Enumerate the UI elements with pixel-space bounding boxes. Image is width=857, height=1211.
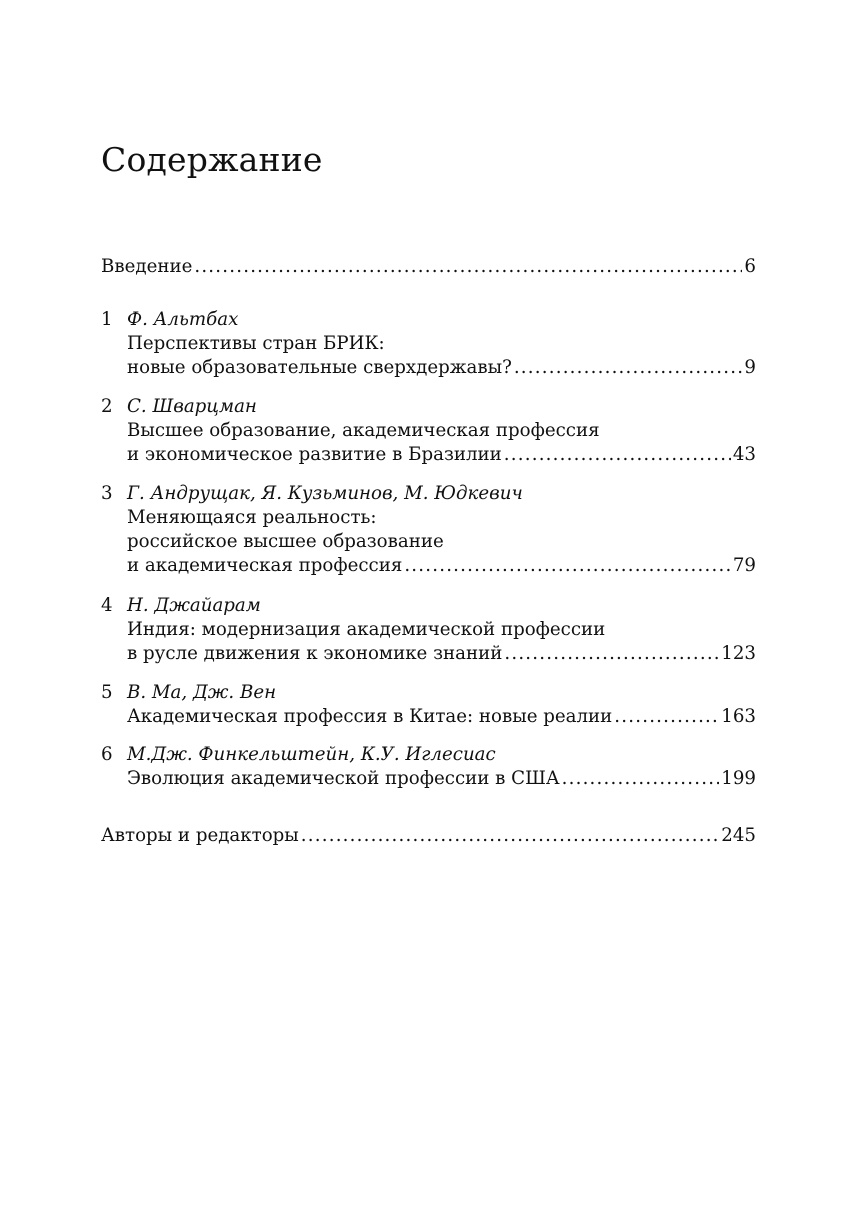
toc-entry-chapter[interactable]	[101, 395, 756, 467]
toc-entry-title: Введение	[101, 256, 193, 277]
leader-dots	[562, 767, 720, 791]
toc-entry-chapter[interactable]	[101, 594, 756, 666]
chapter-author: В. Ма, Дж. Вен	[127, 682, 277, 703]
toc-page-number: 163	[721, 706, 756, 727]
chapter-title-line: Меняющаяся реальность:	[127, 507, 377, 528]
chapter-author: Н. Джайарам	[127, 595, 261, 616]
chapter-title-line: Высшее образование, академическая профессия	[127, 420, 600, 441]
chapter-title-last-line	[127, 443, 756, 467]
page-title: Содержание	[101, 140, 323, 179]
chapter-title-text: в русле движения к экономике знаний	[127, 643, 503, 664]
leader-dots	[194, 255, 742, 279]
chapter-number: 3	[101, 483, 113, 504]
chapter-author: Ф. Альтбах	[127, 309, 239, 330]
chapter-number: 6	[101, 744, 113, 765]
chapter-number: 5	[101, 682, 113, 703]
toc-entry-chapter[interactable]	[101, 743, 756, 791]
chapter-author: М.Дж. Финкельштейн, К.У. Иглесиас	[127, 744, 496, 765]
chapter-title-line: российское высшее образование	[127, 531, 444, 552]
chapter-title-last-line	[127, 554, 756, 578]
chapter-title-text: Эволюция академической профессии в США	[127, 768, 560, 789]
leader-dots	[404, 554, 731, 578]
chapter-number: 1	[101, 309, 113, 330]
chapter-title-line: Перспективы стран БРИК:	[127, 333, 385, 354]
toc-entry-authors[interactable]	[101, 824, 756, 848]
chapter-title-text: и экономическое развитие в Бразилии	[127, 444, 502, 465]
toc-page-number: 245	[721, 825, 756, 846]
chapter-title-last-line	[127, 642, 756, 666]
leader-dots	[504, 642, 719, 666]
toc-page-number: 9	[744, 357, 756, 378]
chapter-author: С. Шварцман	[127, 396, 257, 417]
toc-page-number: 79	[732, 555, 756, 576]
toc-entry-chapter[interactable]	[101, 308, 756, 380]
toc-page-number: 199	[721, 768, 756, 789]
leader-dots	[614, 705, 719, 729]
chapter-number: 2	[101, 396, 113, 417]
chapter-number: 4	[101, 595, 113, 616]
toc-entry-chapter[interactable]	[101, 681, 756, 729]
chapter-title-text: Академическая профессия в Китае: новые реалии	[127, 706, 613, 727]
toc-entry-chapter[interactable]	[101, 482, 756, 578]
chapter-title-last-line	[127, 705, 756, 729]
chapter-title-last-line	[127, 356, 756, 380]
leader-dots	[301, 824, 720, 848]
chapter-author: Г. Андрущак, Я. Кузьминов, М. Юдкевич	[127, 483, 523, 504]
chapter-title-text: и академическая профессия	[127, 555, 403, 576]
toc-page-number: 123	[721, 643, 756, 664]
leader-dots	[504, 443, 731, 467]
toc-page-number: 43	[732, 444, 756, 465]
chapter-title-last-line	[127, 767, 756, 791]
leader-dots	[514, 356, 743, 380]
toc-entry-title: Авторы и редакторы	[101, 825, 299, 846]
chapter-title-text: новые образовательные сверхдержавы?	[127, 357, 512, 378]
chapter-title-line: Индия: модернизация академической профессии	[127, 619, 606, 640]
toc-page-number: 6	[744, 256, 756, 277]
toc-entry-intro[interactable]	[101, 255, 756, 279]
